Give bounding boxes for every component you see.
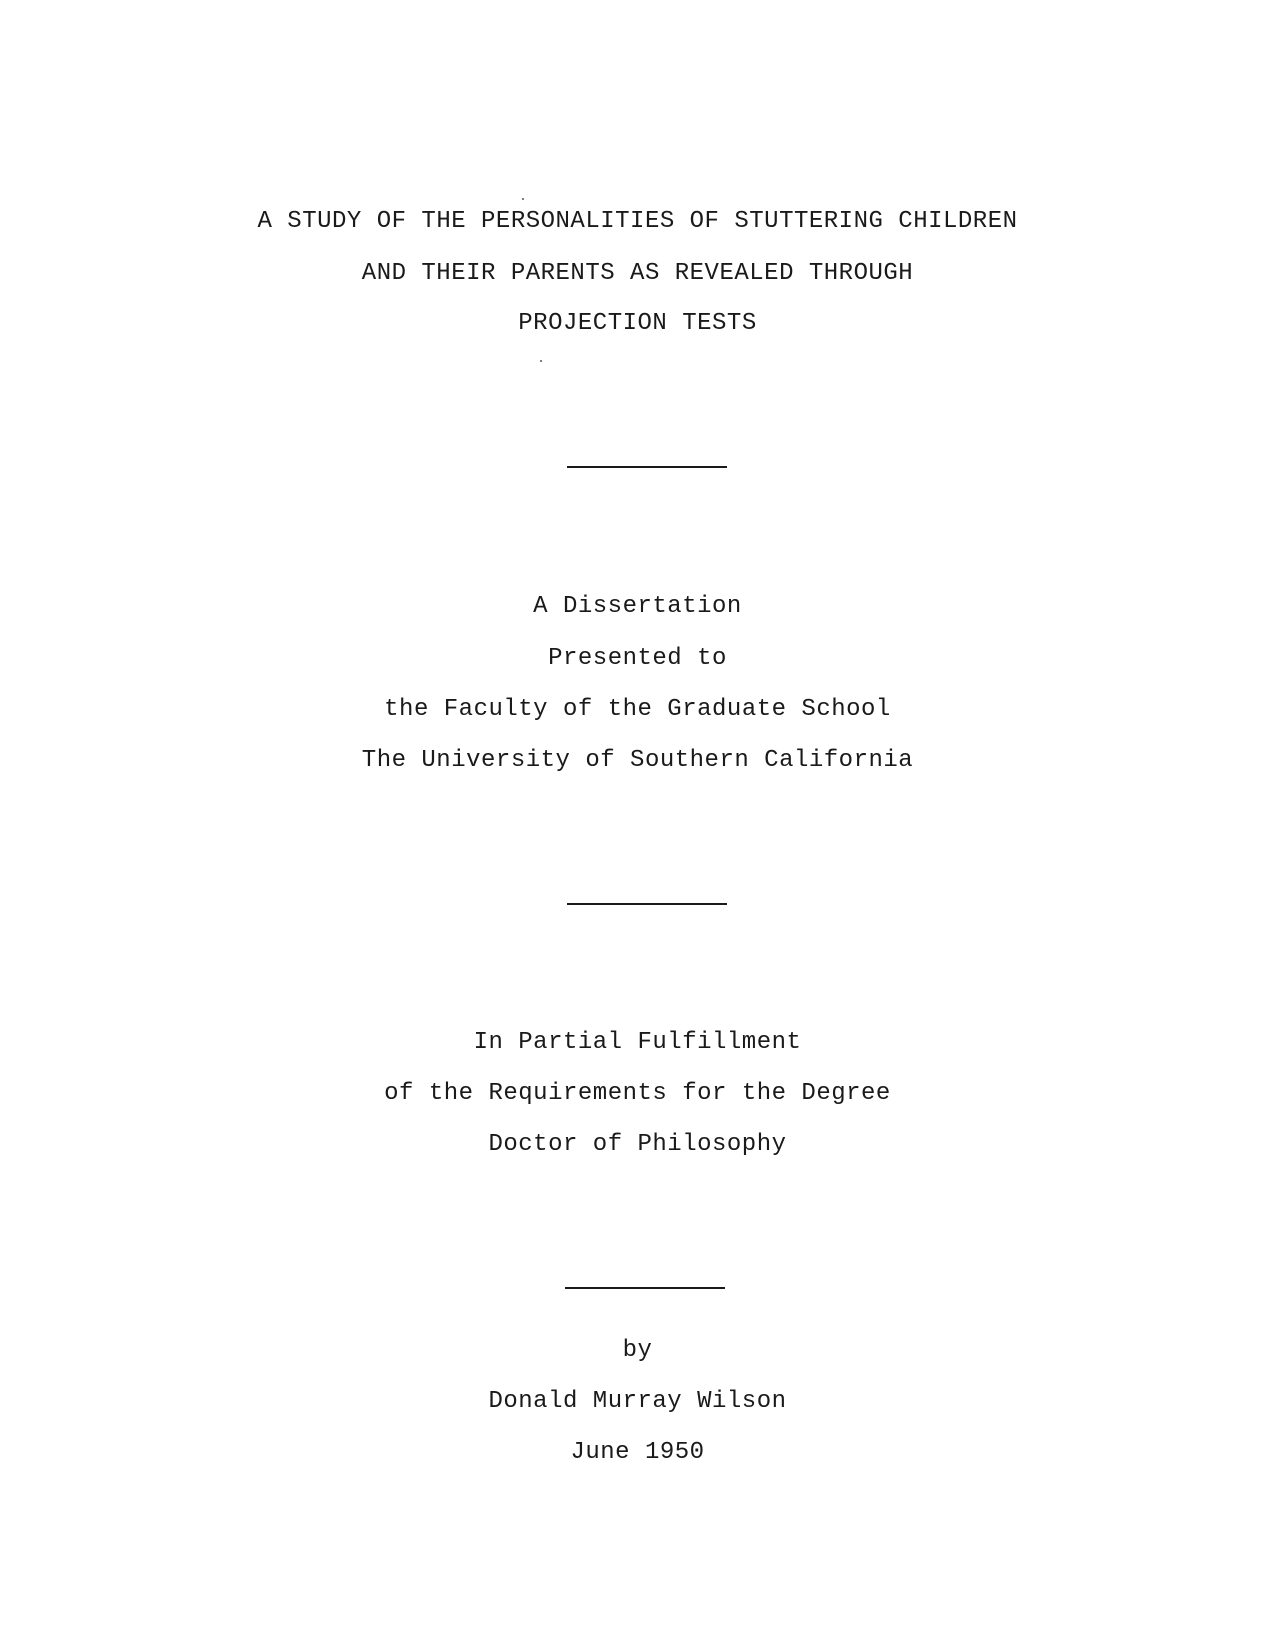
divider-rule (567, 903, 727, 905)
divider-rule (565, 1287, 725, 1289)
presentation-line-4: The University of Southern California (361, 747, 914, 774)
by-label: by (622, 1337, 653, 1364)
presentation-line-3: the Faculty of the Graduate School (384, 696, 891, 723)
title-line-2: AND THEIR PARENTS AS REVEALED THROUGH (361, 260, 914, 287)
submission-date: June 1950 (570, 1439, 705, 1466)
fulfillment-line-3: Doctor of Philosophy (488, 1131, 787, 1158)
presentation-line-1: A Dissertation (533, 593, 742, 620)
fulfillment-line-2: of the Requirements for the Degree (384, 1080, 891, 1107)
fulfillment-line-1: In Partial Fulfillment (473, 1029, 802, 1056)
divider-rule (567, 466, 727, 468)
presentation-line-2: Presented to (548, 645, 727, 672)
title-line-1: A STUDY OF THE PERSONALITIES OF STUTTERING CHILDREN (257, 208, 1018, 235)
title-line-3: PROJECTION TESTS (518, 310, 757, 337)
ink-speck (540, 360, 542, 362)
ink-speck (522, 198, 524, 200)
author-name: Donald Murray Wilson (488, 1388, 787, 1415)
